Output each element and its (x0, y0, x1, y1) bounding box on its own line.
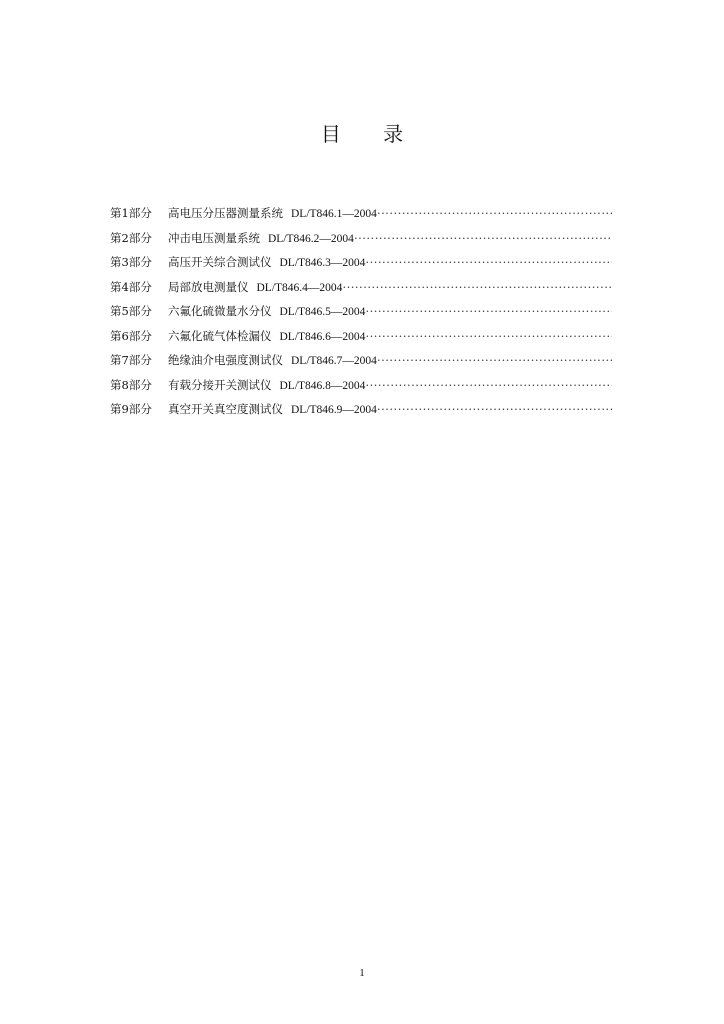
toc-entry-6[interactable] (110, 328, 612, 353)
toc-dot-leader (365, 304, 612, 318)
toc-title: 六氟化硫微量水分仪 (168, 304, 272, 318)
toc-entry-7[interactable] (110, 352, 612, 377)
toc-part-label: 第6部分 (110, 328, 152, 343)
toc-part-label: 第9部分 (110, 402, 152, 416)
toc-part-label: 第7部分 (110, 353, 152, 367)
toc-standard-code: DL/T846.7—2004 (291, 355, 377, 367)
toc-dot-leader (365, 329, 612, 343)
toc-standard-code: DL/T846.2—2004 (268, 232, 354, 245)
toc-dot-leader (365, 255, 612, 269)
table-of-contents (110, 205, 612, 426)
page-title: 目 录 (320, 122, 422, 146)
toc-standard-code: DL/T846.3—2004 (279, 257, 366, 269)
toc-entry-2[interactable] (110, 230, 612, 255)
toc-part-label: 第4部分 (110, 279, 152, 294)
toc-dot-leader (342, 280, 612, 294)
toc-title: 局部放电测量仪 (168, 279, 249, 294)
toc-part-label: 第3部分 (110, 255, 152, 269)
toc-part-label: 第2部分 (110, 230, 152, 245)
toc-entry-8[interactable] (110, 377, 612, 402)
toc-standard-code: DL/T846.9—2004 (291, 404, 377, 416)
toc-entry-4[interactable] (110, 279, 612, 304)
toc-title: 高压开关综合测试仪 (168, 255, 272, 269)
toc-dot-leader (377, 206, 612, 220)
toc-standard-code: DL/T846.4—2004 (256, 281, 343, 294)
toc-part-label: 第1部分 (110, 206, 152, 220)
toc-dot-leader (365, 378, 612, 392)
toc-title: 真空开关真空度测试仪 (168, 402, 283, 416)
toc-standard-code: DL/T846.6—2004 (279, 330, 366, 343)
toc-part-label: 第8部分 (110, 377, 152, 392)
toc-dot-leader (377, 353, 612, 367)
toc-title: 有载分接开关测试仪 (168, 377, 272, 392)
toc-standard-code: DL/T846.5—2004 (279, 306, 366, 318)
toc-title: 冲击电压测量系统 (168, 230, 260, 245)
toc-title: 绝缘油介电强度测试仪 (168, 353, 283, 367)
toc-dot-leader (354, 231, 612, 245)
toc-entry-3[interactable] (110, 254, 612, 279)
toc-entry-9[interactable] (110, 401, 612, 426)
toc-dot-leader (377, 402, 612, 416)
toc-title: 六氟化硫气体检漏仪 (168, 328, 272, 343)
toc-title: 高电压分压器测量系统 (168, 206, 283, 220)
toc-standard-code: DL/T846.1—2004 (291, 208, 377, 220)
toc-entry-1[interactable] (110, 205, 612, 230)
toc-entry-5[interactable] (110, 303, 612, 328)
toc-part-label: 第5部分 (110, 304, 152, 318)
page-number: 1 (359, 967, 365, 979)
toc-standard-code: DL/T846.8—2004 (279, 379, 366, 392)
